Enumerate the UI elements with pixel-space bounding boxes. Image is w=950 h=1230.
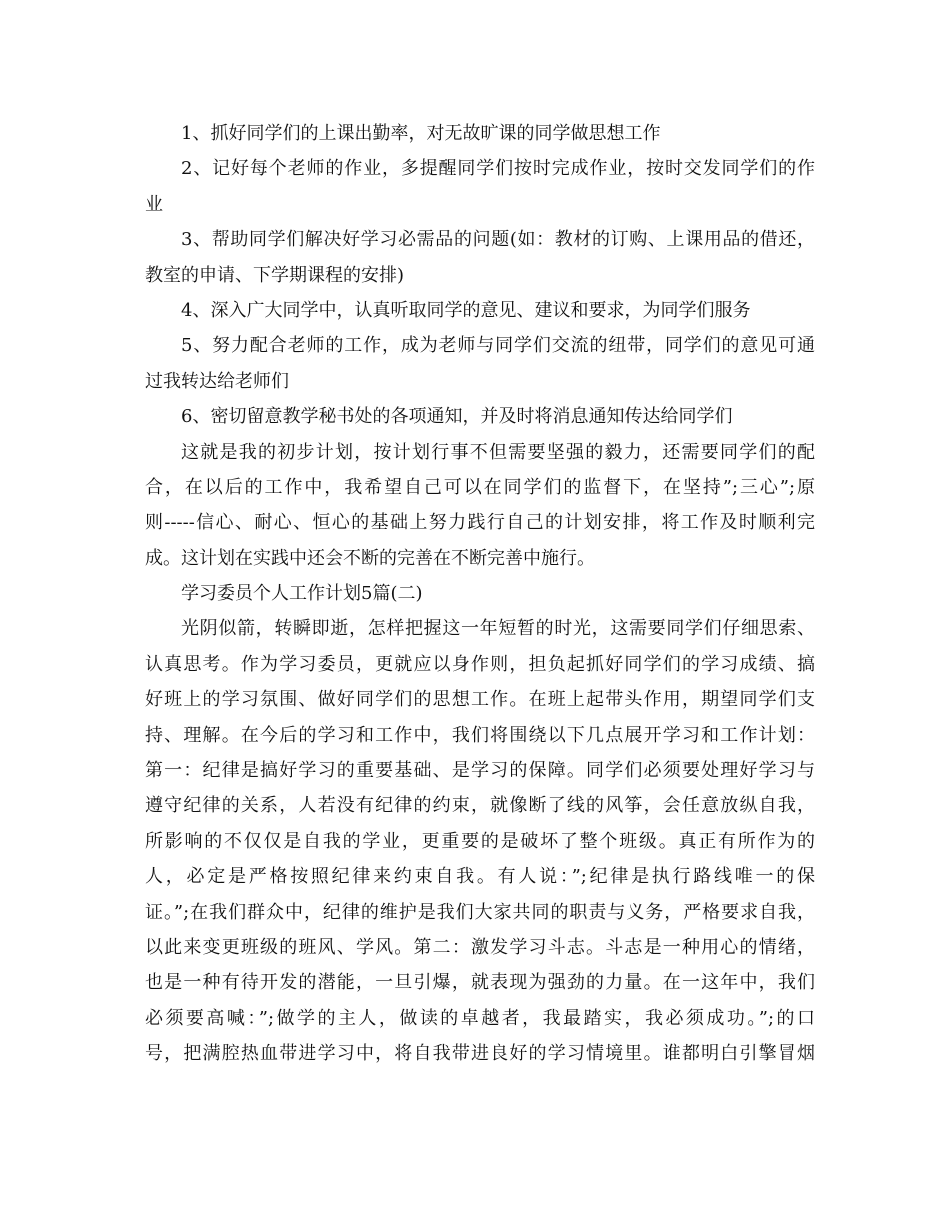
body-paragraph-line-6: 遵守纪律的关系，人若没有纪律的约束，就像断了线的风筝，会任意放纵自我，: [145, 795, 815, 817]
body-paragraph-line-10: 以此来变更班级的班风、学风。第二：激发学习斗志。斗志是一种用心的情绪，: [145, 936, 815, 958]
body-paragraph-line-8: 人，必定是严格按照纪律来约束自我。有人说：”;纪律是执行路线唯一的保: [145, 866, 815, 888]
body-paragraph-line-13: 号，把满腔热血带进学习中，将自我带进良好的学习情境里。谁都明白引擎冒烟: [145, 1043, 815, 1065]
list-item-3-line-2: 教室的申请、下学期课程的安排): [145, 264, 405, 286]
body-paragraph-line-5: 第一：纪律是搞好学习的重要基础、是学习的保障。同学们必须要处理好学习与: [145, 760, 815, 782]
body-paragraph-line-11: 也是一种有待开发的潜能，一旦引爆，就表现为强劲的力量。在一这年中，我们: [145, 972, 815, 994]
summary-paragraph-line-4: 成。这计划在实践中还会不断的完善在不断完善中施行。: [145, 547, 595, 569]
summary-paragraph-line-1: 这就是我的初步计划，按计划行事不但需要坚强的毅力，还需要同学们的配: [181, 441, 815, 463]
list-item-2-line-1: 2、记好每个老师的作业，多提醒同学们按时完成作业，按时交发同学们的作: [181, 158, 815, 180]
body-paragraph-line-2: 认真思考。作为学习委员，更就应以身作则，担负起抓好同学们的学习成绩、搞: [145, 653, 815, 675]
section-heading: 学习委员个人工作计划5篇(二): [181, 583, 423, 605]
list-item-1: 1、抓好同学们的上课出勤率，对无故旷课的同学做思想工作: [181, 123, 661, 144]
body-paragraph-line-4: 持、理解。在今后的学习和工作中，我们将围绕以下几点展开学习和工作计划：: [145, 724, 815, 746]
list-item-2-line-2: 业: [145, 193, 163, 215]
summary-paragraph-line-3: 则-----信心、耐心、恒心的基础上努力践行自己的计划安排，将工作及时顺利完: [145, 512, 815, 534]
list-item-5-line-2: 过我转达给老师们: [145, 370, 289, 392]
list-item-4: 4、深入广大同学中，认真听取同学的意见、建议和要求，为同学们服务: [181, 299, 751, 321]
list-item-3-line-1: 3、帮助同学们解决好学习必需品的问题(如：教材的订购、上课用品的借还，: [181, 229, 815, 251]
body-paragraph-line-7: 所影响的不仅仅是自我的学业，更重要的是破坏了整个班级。真正有所作为的: [145, 830, 815, 852]
list-item-5-line-1: 5、努力配合老师的工作，成为老师与同学们交流的纽带，同学们的意见可通: [181, 335, 815, 357]
list-item-6: 6、密切留意教学秘书处的各项通知，并及时将消息通知传达给同学们: [181, 406, 733, 428]
body-paragraph-line-1: 光阴似箭，转瞬即逝，怎样把握这一年短暂的时光，这需要同学们仔细思索、: [181, 618, 815, 640]
body-paragraph-line-3: 好班上的学习氛围、做好同学们的思想工作。在班上起带头作用，期望同学们支: [145, 689, 815, 711]
summary-paragraph-line-2: 合，在以后的工作中，我希望自己可以在同学们的监督下，在坚持”;三心”;原: [145, 476, 815, 498]
body-paragraph-line-9: 证。”;在我们群众中，纪律的维护是我们大家共同的职责与义务，严格要求自我，: [145, 901, 815, 923]
document-body: [145, 116, 815, 1072]
body-paragraph-line-12: 必须要高喊：”;做学的主人，做读的卓越者，我最踏实，我必须成功。”;的口: [145, 1007, 815, 1029]
